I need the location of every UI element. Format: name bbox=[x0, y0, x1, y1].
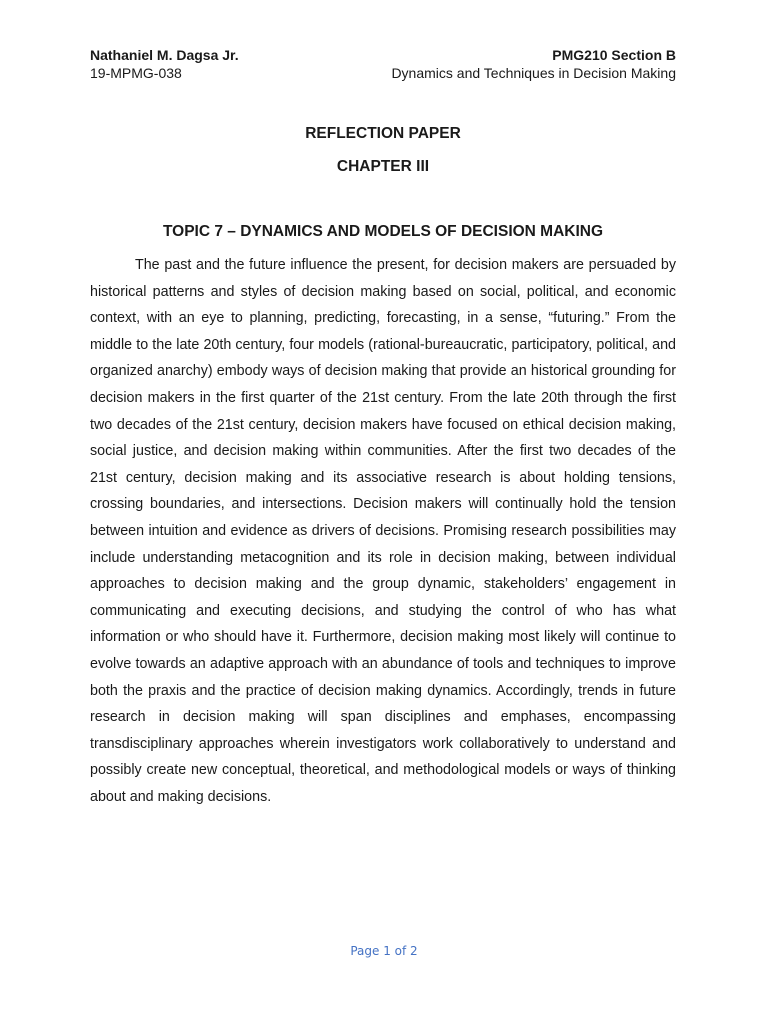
header-row-bottom bbox=[90, 64, 676, 82]
topic-heading: TOPIC 7 – DYNAMICS AND MODELS OF DECISION MAKING bbox=[162, 223, 604, 240]
page-number: Page 1 of 2 bbox=[350, 944, 418, 958]
chapter-title: CHAPTER III bbox=[336, 158, 430, 175]
page-header bbox=[90, 46, 676, 86]
course-code: PMG210 Section B bbox=[552, 47, 676, 63]
student-id: 19-MPMG-038 bbox=[90, 65, 182, 81]
title-block bbox=[90, 123, 676, 178]
document-title: REFLECTION PAPER bbox=[305, 125, 461, 142]
course-title: Dynamics and Techniques in Decision Making bbox=[391, 65, 676, 81]
body-paragraph: The past and the future influence the present, for decision makers are persuaded by historical patterns and styles of decision making based on social, political, and economic context, with an eye to planning, predicting, forecasting, in a sense, “futuring.” From the middle to the late 20th century, four models (rational-bureaucratic, participatory, political, and organized anarchy) embody ways of decision making that provide an historical grounding for decision makers in the first quarter of the 21st century. From the late 20th through the first two decades of the 21st century, decision makers have focused on ethical decision making, social justice, and decision making within communities. After the first two decades of the 21st century, decision making and its associative research is about holding tensions, crossing boundaries, and intersections. Decision makers will continually hold the tension between intuition and evidence as drivers of decisions. Promising research possibilities may include understanding metacognition and its role in decision making, between individual approaches to decision making and the group dynamic, stakeholders’ engagement in communicating and executing decisions, and studying the control of who has what information or who should have it. Furthermore, decision making most likely will continue to evolve towards an adaptive approach with an abundance of tools and techniques to improve both the praxis and the practice of decision making dynamics. Accordingly, trends in future research in decision making will span disciplines and emphases, encompassing transdisciplinary approaches wherein investigators work collaboratively to understand and possibly create new conceptual, theoretical, and methodological models or ways of thinking about and making decisions. bbox=[90, 257, 676, 805]
author-name: Nathaniel M. Dagsa Jr. bbox=[90, 47, 239, 63]
header-row-top bbox=[90, 46, 676, 64]
